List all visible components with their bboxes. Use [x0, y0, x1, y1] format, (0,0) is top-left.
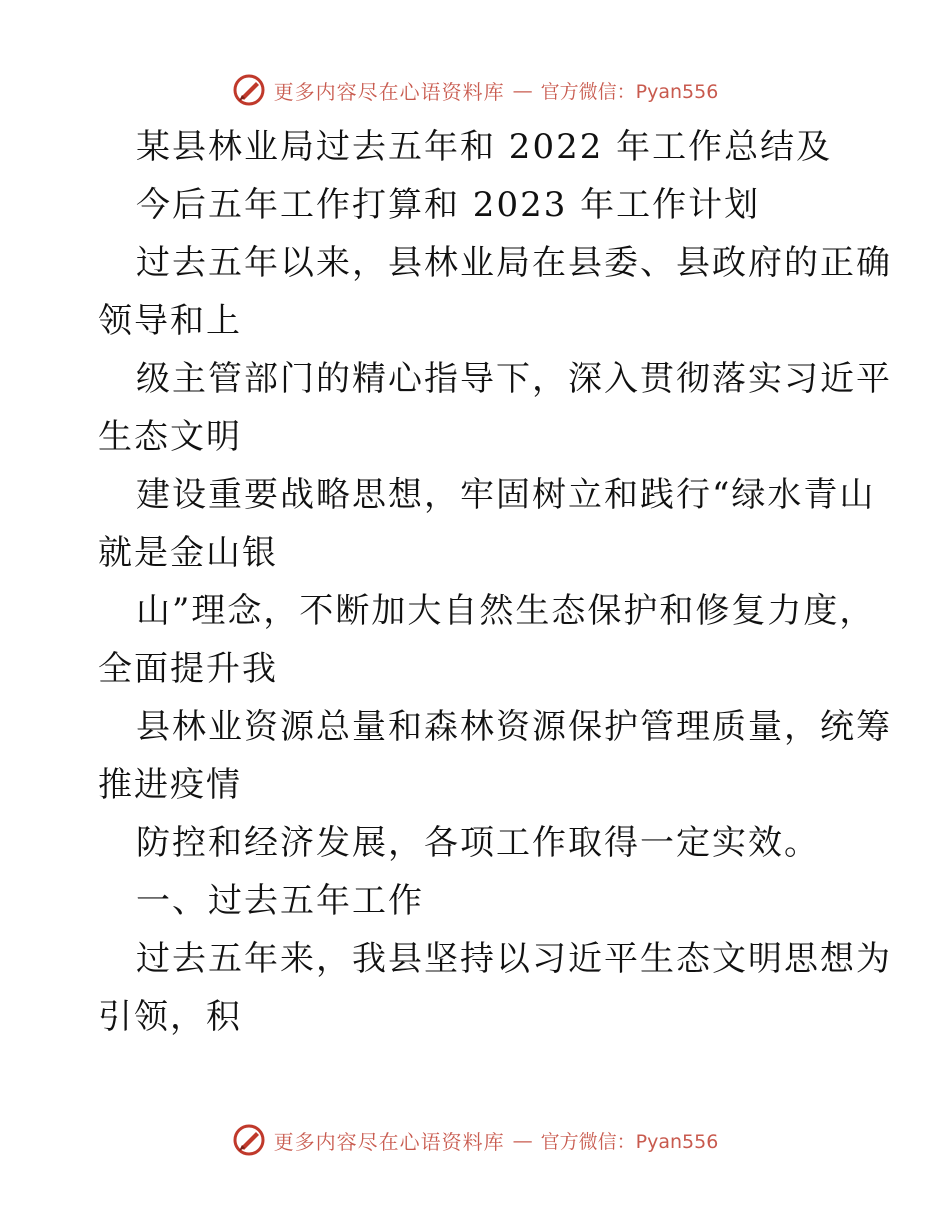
paragraph-line: 县林业资源总量和森林资源保护管理质量，统筹	[136, 707, 892, 747]
paragraph-line: 过去五年来，我县坚持以习近平生态文明思想为	[136, 939, 892, 979]
title-line-1: 某县林业局过去五年和 2022 年工作总结及	[136, 127, 833, 167]
watermark-wechat-text: 官方微信：Pyan556	[540, 80, 719, 103]
section-heading: 一、过去五年工作	[136, 881, 424, 921]
paragraph-line: 山”理念，不断加大自然生态保护和修复力度，	[136, 591, 876, 631]
paragraph-line: 引领，积	[98, 997, 242, 1037]
paragraph-line: 领导和上	[98, 301, 242, 341]
paragraph-line: 就是金山银	[98, 533, 278, 573]
brand-logo-icon	[232, 73, 266, 107]
paragraph-line: 生态文明	[98, 417, 242, 457]
footer-watermark	[0, 1120, 950, 1160]
watermark-wechat-text: 官方微信：Pyan556	[540, 1130, 719, 1153]
paragraph-line: 全面提升我	[98, 649, 278, 689]
header-watermark	[0, 70, 950, 110]
paragraph-line: 过去五年以来，县林业局在县委、县政府的正确	[136, 243, 892, 283]
paragraph-line: 级主管部门的精心指导下，深入贯彻落实习近平	[136, 359, 892, 399]
watermark-site-text: 更多内容尽在心语资料库	[273, 79, 505, 104]
document-body	[98, 118, 892, 1046]
title-line-2: 今后五年工作打算和 2023 年工作计划	[136, 185, 761, 225]
paragraph-line: 防控和经济发展，各项工作取得一定实效。	[136, 823, 820, 863]
watermark-site-text: 更多内容尽在心语资料库	[273, 1129, 505, 1154]
brand-logo-icon	[232, 1123, 266, 1157]
watermark-separator: —	[512, 1128, 533, 1152]
paragraph-line: 建设重要战略思想，牢固树立和践行“绿水青山	[136, 475, 876, 515]
watermark-separator: —	[512, 78, 533, 102]
paragraph-line: 推进疫情	[98, 765, 242, 805]
